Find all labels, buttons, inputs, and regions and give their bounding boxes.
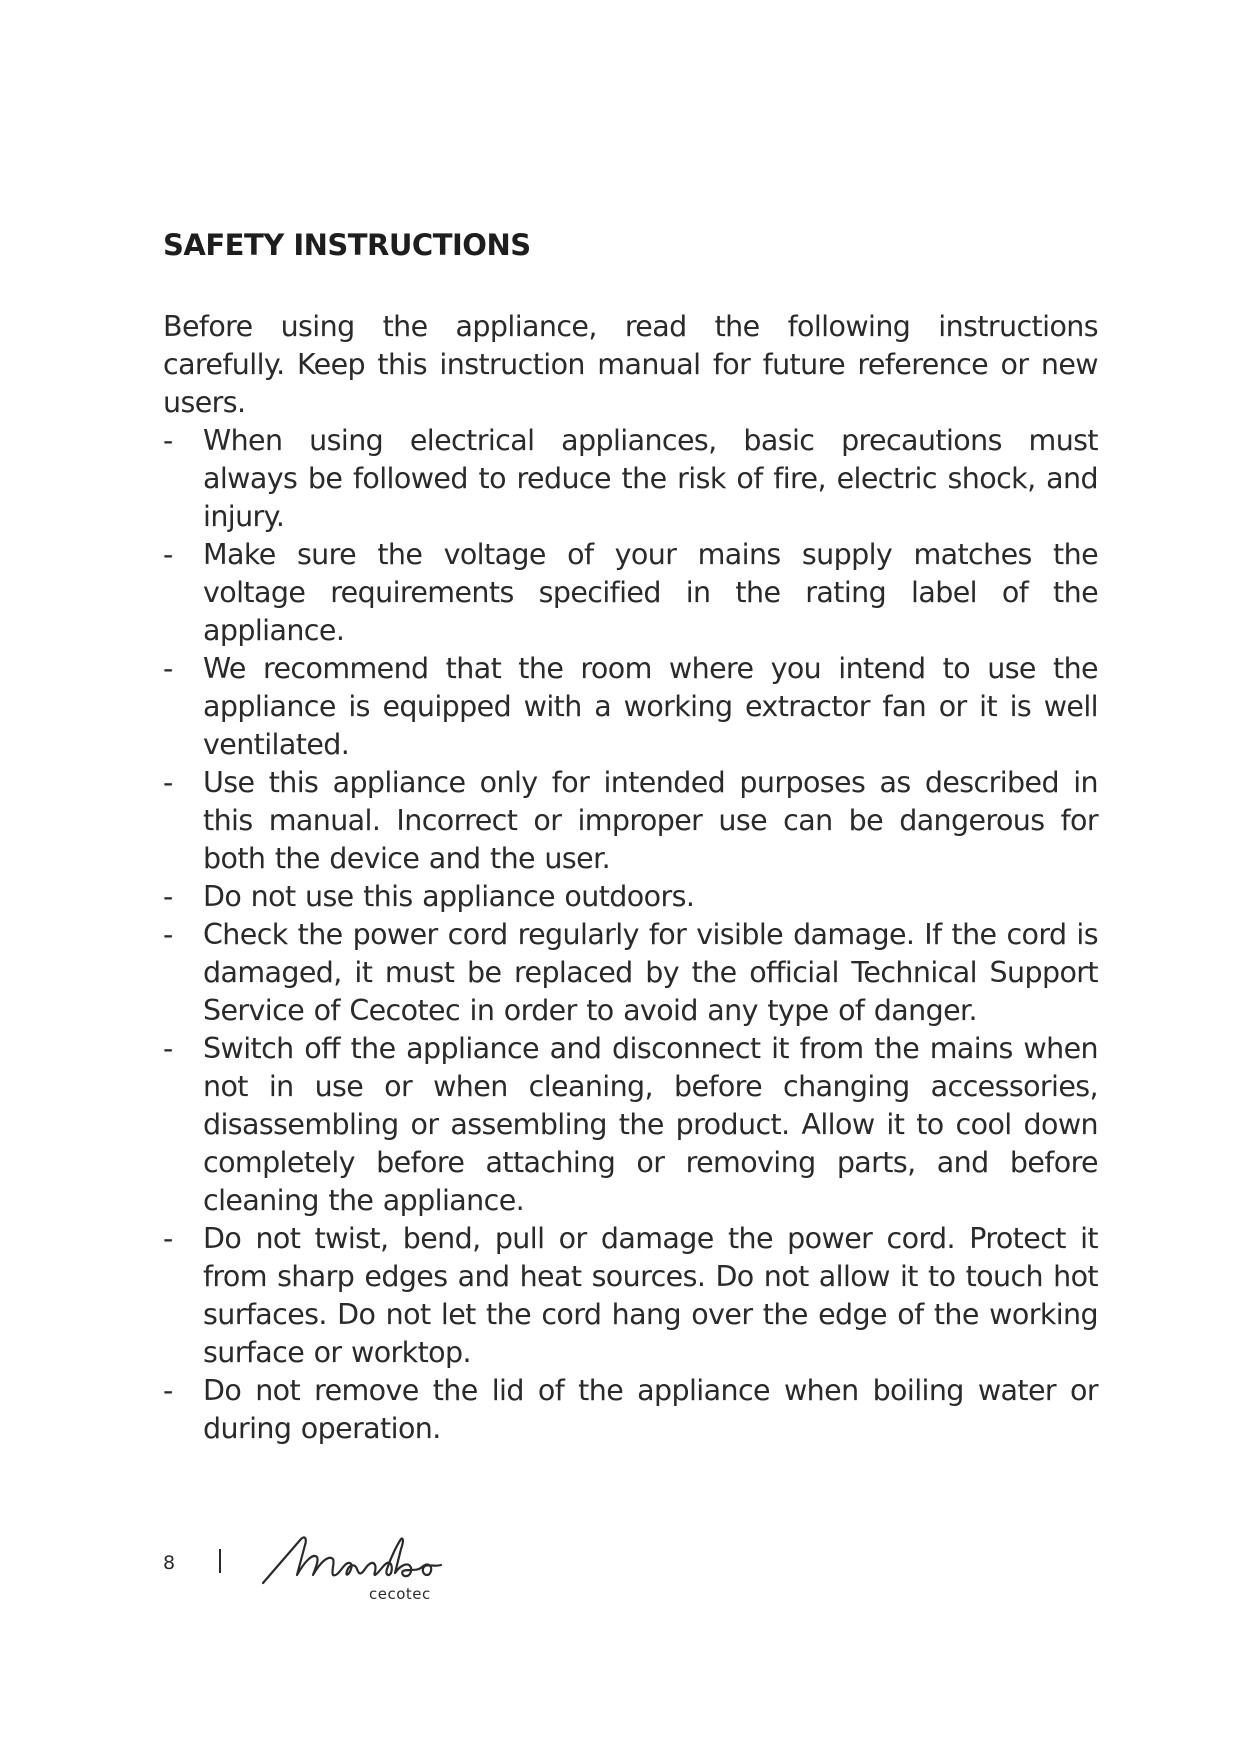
list-item-text: - Do not use this appliance outdoors. — [203, 880, 695, 913]
list-item — [163, 764, 1098, 878]
brand-subtitle: cecotec — [369, 1585, 431, 1603]
intro-paragraph: Before using the appliance, read the following instructions carefully. Keep this instruction manual for future reference or new users. — [163, 310, 1098, 419]
list-item — [163, 1372, 1098, 1448]
list-item — [163, 1030, 1098, 1220]
list-item-text: - Make sure the voltage of your mains supply matches the voltage requirements specified in the rating label of the appliance. — [203, 538, 1098, 647]
list-item-text: - Do not remove the lid of the appliance when boiling water or during operation. — [203, 1374, 1098, 1445]
list-item — [163, 878, 1098, 916]
mambo-script-logo-icon — [261, 1535, 461, 1585]
list-item — [163, 1220, 1098, 1372]
list-item-text: - When using electrical appliances, basic precautions must always be followed to reduce the risk of fire, electric shock, and injury. — [203, 424, 1098, 533]
page-title: SAFETY INSTRUCTIONS — [163, 228, 531, 262]
document-body — [163, 308, 1098, 1448]
list-item-text: - Do not twist, bend, pull or damage the power cord. Protect it from sharp edges and heat sources. Do not allow it to touch hot surfaces. Do not let the cord hang over the edge of the working surface or worktop. — [203, 1222, 1098, 1369]
list-item — [163, 650, 1098, 764]
list-item-text: - Use this appliance only for intended purposes as described in this manual. Incorrect or improper use can be dangerous for both the device and the user. — [203, 766, 1098, 875]
list-item — [163, 536, 1098, 650]
list-item-text: - Switch off the appliance and disconnect it from the mains when not in use or when cleaning, before changing accessories, disassembling or assembling the product. Allow it to cool down completely before attaching or removing parts, and before cleaning the appliance. — [203, 1032, 1098, 1217]
list-item — [163, 422, 1098, 536]
page-footer — [163, 1535, 563, 1615]
list-item-text: - Check the power cord regularly for visible damage. If the cord is damaged, it must be replaced by the official Technical Support Service of Cecotec in order to avoid any type of danger. — [203, 918, 1098, 1027]
footer-divider — [219, 1549, 221, 1573]
mambo-logo — [261, 1535, 461, 1605]
safety-instructions-list — [163, 422, 1098, 1448]
page-number: 8 — [163, 1552, 176, 1574]
list-item — [163, 916, 1098, 1030]
list-item-text: - We recommend that the room where you intend to use the appliance is equipped with a working extractor fan or it is well ventilated. — [203, 652, 1098, 761]
